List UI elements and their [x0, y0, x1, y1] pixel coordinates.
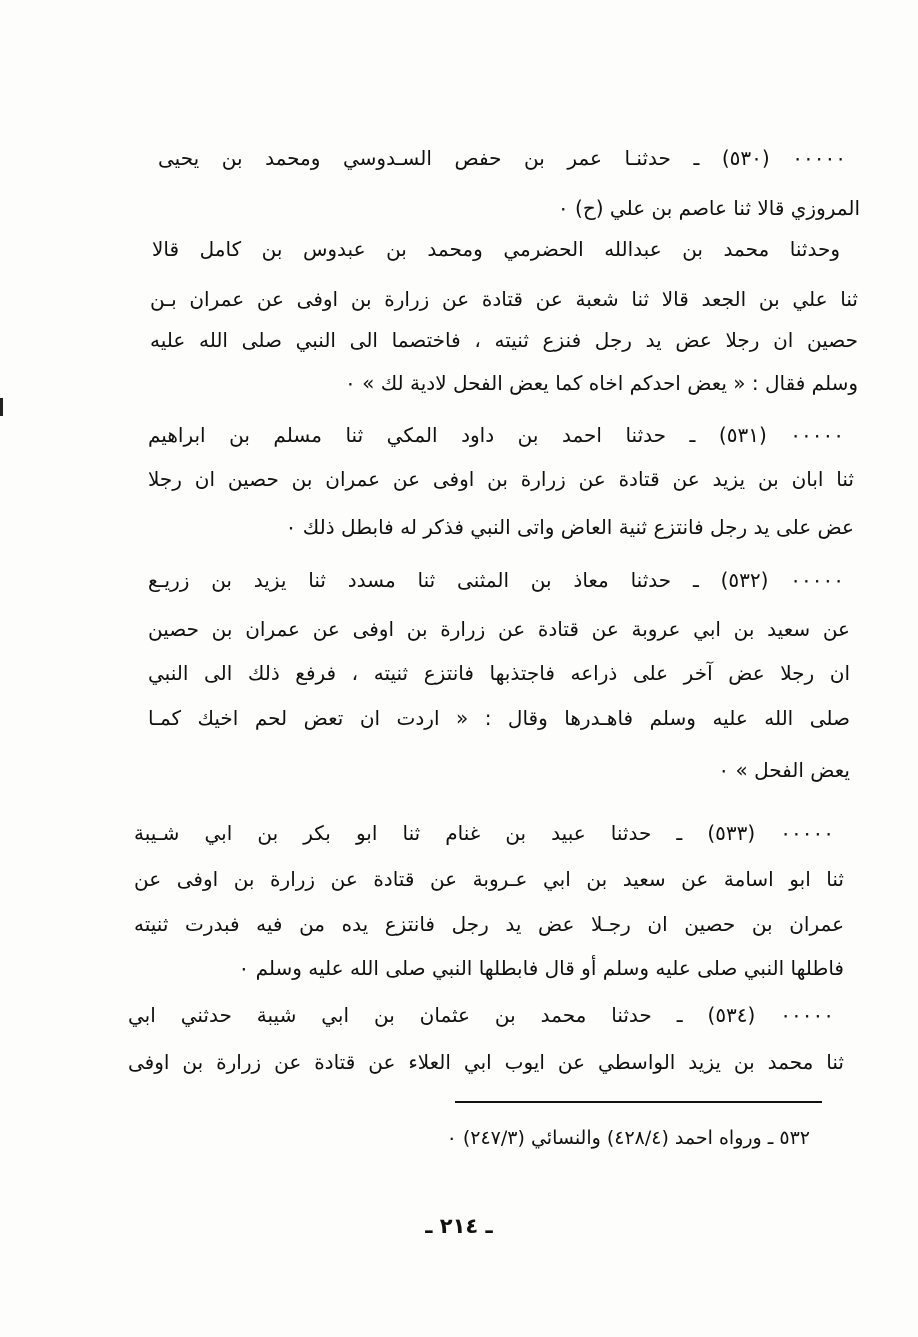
- text-line: ثنا ابو اسامة عن سعيد بن ابي عـروبة عن قتادة عن زرارة بن اوفى عن: [134, 867, 844, 891]
- text-line: ثنا ابان بن يزيد عن قتادة عن زرارة بن اوفى عن عمران بن حصين ان رجلا: [148, 467, 854, 491]
- text-line: ثنا محمد بن يزيد الواسطي عن ايوب ابي العلاء عن قتادة عن زرارة بن اوفى: [128, 1050, 844, 1074]
- text-line: ٠٠٠٠٠ (٥٣٠) ـ حدثنـا عمر بن حفص السـدوسي ومحمد بن يحيى: [158, 146, 846, 170]
- scan-artifact: [0, 398, 3, 416]
- text-line: وحدثنا محمد بن عبدالله الحضرمي ومحمد بن عبدوس بن كامل قالا: [152, 237, 840, 261]
- text-line: عن سعيد بن ابي عروبة عن قتادة عن زرارة بن اوفى عن عمران بن حصين: [148, 617, 850, 641]
- text-line: عمران بن حصين ان رجـلا عض يد رجل فانتزع يده من فيه فبدرت ثنيته: [134, 912, 844, 936]
- text-line: ٠٠٠٠٠ (٥٣١) ـ حدثنا احمد بن داود المكي ثنا مسلم بن ابراهيم: [148, 423, 844, 447]
- text-line: ٠٠٠٠٠ (٥٣٣) ـ حدثنا عبيد بن غنام ثنا ابو بكر بن ابي شـيبة: [134, 821, 834, 845]
- text-line: وسلم فقال : « يعض احدكم اخاه كما يعض الفحل لادية لك » ٠: [345, 371, 858, 395]
- footnote-separator: [455, 1101, 822, 1103]
- text-line: فاطلها النبي صلى عليه وسلم أو قال فابطلها النبي صلى الله عليه وسلم ٠: [238, 956, 844, 980]
- text-line: المروزي قالا ثنا عاصم بن علي (ح) ٠: [557, 196, 860, 220]
- page-number: ـ ٢١٤ ـ: [425, 1214, 493, 1238]
- text-line: ٠٠٠٠٠ (٥٣٤) ـ حدثنا محمد بن عثمان بن ابي شيبة حدثني ابي: [128, 1003, 834, 1027]
- text-line: ثنا علي بن الجعد قالا ثنا شعبة عن قتادة عن زرارة بن اوفى عن عمران بـن: [150, 287, 858, 311]
- text-line: صلى الله عليه وسلم فاهـدرها وقال : « اردت ان تعض لحم اخيك كمـا: [148, 706, 850, 730]
- text-line: ان رجلا عض آخر على ذراعه فاجتذبها فانتزع ثنيته ، فرفع ذلك الى النبي: [148, 661, 850, 685]
- footnote: ٥٣٢ ـ ورواه احمد (٤٢٨/٤) والنسائي (٢٤٧/٣) ٠: [446, 1127, 810, 1149]
- text-line: يعض الفحل » ٠: [718, 758, 850, 782]
- text-line: حصين ان رجلا عض يد رجل فنزع ثنيته ، فاختصما الى النبي صلى الله عليه: [150, 328, 858, 352]
- text-line: ٠٠٠٠٠ (٥٣٢) ـ حدثنا معاذ بن المثنى ثنا مسدد ثنا يزيد بن زريـع: [148, 568, 844, 592]
- text-line: عض على يد رجل فانتزع ثنية العاض واتى النبي فذكر له فابطل ذلك ٠: [285, 515, 854, 539]
